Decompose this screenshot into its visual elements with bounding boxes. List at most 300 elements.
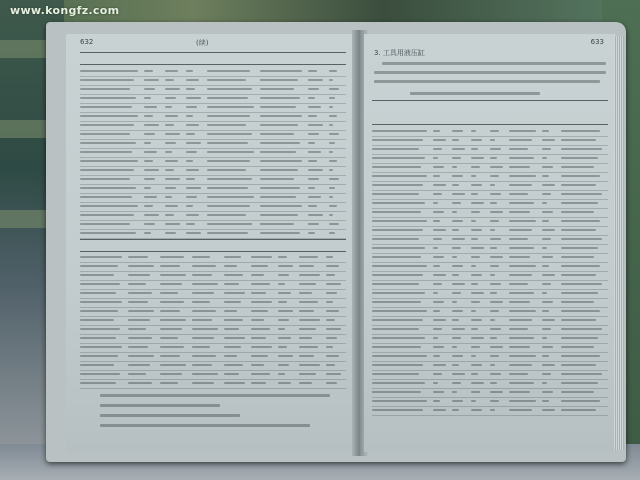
table-row-rule xyxy=(372,388,608,389)
table-cell-text xyxy=(160,328,182,330)
table-cell-text xyxy=(433,337,438,339)
table-cell-text xyxy=(80,337,116,339)
table-cell-text xyxy=(192,283,218,285)
table-cell-text xyxy=(372,346,421,348)
table-cell-text xyxy=(80,373,120,375)
table-cell-text xyxy=(542,301,553,303)
table-row-rule xyxy=(372,145,608,146)
table-cell-text xyxy=(471,274,482,276)
table-cell-text xyxy=(372,373,419,375)
table-cell-text xyxy=(509,202,534,204)
table-cell-text xyxy=(80,88,130,90)
table-row-rule xyxy=(372,271,608,272)
table-cell-text xyxy=(452,283,465,285)
table-cell-text xyxy=(186,205,193,207)
table-cell-text xyxy=(433,409,446,411)
table-cell-text xyxy=(186,196,197,198)
table-row-rule xyxy=(372,289,608,290)
table-cell-text xyxy=(433,364,446,366)
table-row-rule xyxy=(80,211,346,212)
right-page xyxy=(364,34,616,452)
table-cell-text xyxy=(542,283,551,285)
table-cell-text xyxy=(160,283,182,285)
table-cell-text xyxy=(299,265,314,267)
table-cell-text xyxy=(165,97,176,99)
table-cell-text xyxy=(192,319,212,321)
table-cell-text xyxy=(128,265,154,267)
table-cell-text xyxy=(561,301,594,303)
table-cell-text xyxy=(509,400,536,402)
table-cell-text xyxy=(490,373,501,375)
table-cell-text xyxy=(471,337,484,339)
table-cell-text xyxy=(542,130,549,132)
table-cell-text xyxy=(561,328,602,330)
table-cell-text xyxy=(186,88,195,90)
table-cell-text xyxy=(509,373,528,375)
table-cell-text xyxy=(561,409,596,411)
body-text-line xyxy=(374,71,606,74)
table-cell-text xyxy=(329,70,337,72)
table-cell-text xyxy=(542,373,551,375)
table-cell-text xyxy=(542,175,549,177)
table-top-rule xyxy=(372,100,608,101)
table-cell-text xyxy=(186,232,201,234)
table-cell-text xyxy=(224,373,239,375)
table-cell-text xyxy=(207,124,246,126)
table-cell-text xyxy=(561,346,594,348)
table-cell-text xyxy=(128,274,150,276)
table-cell-text xyxy=(471,283,478,285)
table-row-rule xyxy=(80,202,346,203)
table-cell-text xyxy=(490,157,497,159)
table-cell-text xyxy=(144,178,155,180)
table-cell-text xyxy=(278,346,287,348)
table-row-rule xyxy=(372,217,608,218)
table-cell-text xyxy=(542,238,551,240)
table-cell-text xyxy=(452,139,459,141)
table-cell-text xyxy=(490,139,495,141)
table-cell-text xyxy=(433,211,444,213)
table-top-rule xyxy=(80,239,346,240)
table-cell-text xyxy=(299,319,320,321)
open-book xyxy=(46,22,626,462)
table-cell-text xyxy=(260,214,298,216)
table-cell-text xyxy=(490,391,503,393)
table-cell-text xyxy=(128,328,146,330)
table-cell-text xyxy=(207,115,250,117)
table-cell-text xyxy=(207,160,250,162)
table-cell-text xyxy=(452,400,463,402)
table-cell-text xyxy=(80,187,136,189)
table-cell-text xyxy=(471,409,482,411)
table-cell-text xyxy=(471,292,484,294)
table-row-rule xyxy=(80,343,346,344)
table-cell-text xyxy=(471,265,476,267)
table-cell-text xyxy=(186,169,199,171)
table-cell-text xyxy=(186,151,197,153)
table-cell-text xyxy=(80,151,132,153)
table-cell-text xyxy=(207,169,246,171)
table-cell-text xyxy=(144,169,159,171)
table-row-rule xyxy=(80,271,346,272)
table-cell-text xyxy=(80,142,136,144)
table-cell-text xyxy=(326,274,335,276)
table-cell-text xyxy=(326,292,337,294)
table-cell-text xyxy=(308,142,315,144)
left-page-number: 632 xyxy=(80,38,94,46)
table-cell-text xyxy=(452,409,459,411)
table-row-rule xyxy=(80,121,346,122)
table-cell-text xyxy=(509,229,532,231)
table-cell-text xyxy=(372,265,427,267)
table-row-rule xyxy=(80,388,346,389)
table-cell-text xyxy=(186,79,199,81)
table-cell-text xyxy=(452,319,459,321)
table-cell-text xyxy=(433,247,438,249)
table-cell-text xyxy=(165,70,178,72)
table-row-rule xyxy=(372,370,608,371)
table-cell-text xyxy=(433,328,442,330)
table-cell-text xyxy=(372,193,419,195)
table-cell-text xyxy=(471,139,482,141)
table-cell-text xyxy=(260,178,294,180)
table-cell-text xyxy=(561,238,602,240)
table-cell-text xyxy=(326,337,337,339)
table-cell-text xyxy=(372,184,423,186)
table-cell-text xyxy=(329,223,339,225)
table-row-rule xyxy=(372,316,608,317)
table-cell-text xyxy=(308,79,323,81)
table-cell-text xyxy=(80,160,138,162)
table-cell-text xyxy=(509,310,536,312)
table-cell-text xyxy=(326,346,333,348)
table-cell-text xyxy=(278,364,289,366)
table-cell-text xyxy=(372,139,423,141)
table-cell-text xyxy=(299,355,314,357)
table-cell-text xyxy=(329,196,333,198)
table-cell-text xyxy=(308,97,315,99)
table-cell-text xyxy=(260,223,294,225)
table-header-rule xyxy=(80,64,346,65)
table-cell-text xyxy=(509,175,536,177)
table-cell-text xyxy=(509,148,528,150)
table-cell-text xyxy=(251,364,264,366)
table-cell-text xyxy=(490,166,503,168)
table-cell-text xyxy=(260,169,298,171)
table-cell-text xyxy=(144,232,151,234)
table-cell-text xyxy=(452,364,459,366)
table-cell-text xyxy=(372,328,419,330)
table-cell-text xyxy=(224,355,237,357)
table-cell-text xyxy=(372,355,427,357)
table-cell-text xyxy=(542,274,555,276)
table-cell-text xyxy=(433,238,442,240)
table-cell-text xyxy=(490,409,495,411)
table-cell-text xyxy=(471,148,478,150)
table-cell-text xyxy=(372,247,425,249)
table-cell-text xyxy=(452,337,461,339)
table-cell-text xyxy=(165,151,172,153)
table-cell-text xyxy=(490,229,495,231)
table-cell-text xyxy=(542,157,547,159)
table-cell-text xyxy=(471,382,484,384)
table-row-rule xyxy=(80,76,346,77)
table-cell-text xyxy=(326,328,341,330)
table-cell-text xyxy=(207,79,246,81)
table-cell-text xyxy=(144,88,155,90)
table-cell-text xyxy=(128,283,146,285)
table-cell-text xyxy=(433,175,440,177)
left-page xyxy=(66,34,358,452)
table-cell-text xyxy=(452,328,465,330)
table-cell-text xyxy=(542,310,549,312)
table-cell-text xyxy=(509,355,536,357)
table-cell-text xyxy=(542,382,547,384)
table-cell-text xyxy=(433,265,440,267)
table-cell-text xyxy=(192,292,214,294)
table-cell-text xyxy=(471,157,484,159)
table-cell-text xyxy=(326,364,335,366)
table-cell-text xyxy=(251,292,266,294)
table-cell-text xyxy=(509,274,532,276)
table-cell-text xyxy=(433,292,438,294)
table-cell-text xyxy=(329,160,337,162)
table-cell-text xyxy=(372,310,427,312)
table-cell-text xyxy=(144,160,153,162)
table-cell-text xyxy=(372,220,427,222)
table-cell-text xyxy=(192,337,214,339)
table-cell-text xyxy=(471,373,478,375)
table-cell-text xyxy=(128,382,152,384)
table-cell-text xyxy=(326,373,341,375)
table-cell-text xyxy=(490,130,499,132)
table-cell-text xyxy=(144,115,153,117)
table-cell-text xyxy=(165,88,180,90)
table-cell-text xyxy=(329,214,333,216)
table-cell-text xyxy=(192,301,210,303)
table-cell-text xyxy=(561,337,598,339)
table-cell-text xyxy=(509,292,534,294)
table-cell-text xyxy=(144,79,159,81)
footnote-line xyxy=(100,414,240,417)
table-cell-text xyxy=(542,211,553,213)
table-cell-text xyxy=(561,193,602,195)
table-cell-text xyxy=(433,157,438,159)
table-cell-text xyxy=(509,238,528,240)
table-cell-text xyxy=(329,205,337,207)
table-cell-text xyxy=(509,166,530,168)
table-cell-text xyxy=(251,274,264,276)
table-cell-text xyxy=(471,355,476,357)
table-cell-text xyxy=(144,151,157,153)
table-cell-text xyxy=(471,193,478,195)
table-cell-text xyxy=(144,142,151,144)
table-cell-text xyxy=(542,400,549,402)
table-cell-text xyxy=(433,274,446,276)
table-cell-text xyxy=(372,409,423,411)
table-cell-text xyxy=(452,274,459,276)
table-cell-text xyxy=(433,301,444,303)
table-cell-text xyxy=(80,106,132,108)
table-row-rule xyxy=(372,244,608,245)
table-cell-text xyxy=(433,382,438,384)
table-cell-text xyxy=(224,337,245,339)
table-cell-text xyxy=(542,193,551,195)
table-cell-text xyxy=(452,202,461,204)
table-cell-text xyxy=(224,301,241,303)
table-cell-text xyxy=(542,202,547,204)
table-cell-text xyxy=(165,169,174,171)
footnotes xyxy=(100,394,340,434)
watermark: www.kongfz.com xyxy=(10,4,120,17)
table-cell-text xyxy=(160,265,180,267)
table-cell-text xyxy=(329,187,335,189)
table-cell-text xyxy=(308,214,323,216)
table-cell-text xyxy=(490,310,499,312)
table-cell-text xyxy=(561,211,594,213)
table-cell-text xyxy=(433,391,444,393)
table-cell-text xyxy=(128,355,154,357)
table-cell-text xyxy=(80,346,122,348)
table-cell-text xyxy=(207,214,246,216)
table-cell-text xyxy=(251,283,270,285)
table-row-rule xyxy=(80,307,346,308)
table-cell-text xyxy=(260,160,302,162)
table-cell-text xyxy=(471,391,480,393)
table-cell-text xyxy=(308,223,319,225)
table-cell-text xyxy=(165,124,174,126)
table-row-rule xyxy=(372,298,608,299)
table-cell-text xyxy=(251,346,272,348)
table-cell-text xyxy=(329,133,339,135)
table-row-rule xyxy=(80,361,346,362)
table-cell-text xyxy=(326,265,339,267)
table-cell-text xyxy=(509,256,530,258)
table-cell-text xyxy=(278,292,291,294)
table-row-rule xyxy=(372,208,608,209)
table-cell-text xyxy=(471,229,482,231)
table-row-rule xyxy=(80,85,346,86)
table-cell-text xyxy=(509,337,534,339)
table-cell-text xyxy=(433,373,442,375)
table-cell-text xyxy=(452,256,457,258)
table-cell-text xyxy=(165,133,180,135)
table-cell-text xyxy=(207,232,248,234)
table-cell-text xyxy=(251,301,272,303)
table-cell-text xyxy=(561,382,598,384)
table-row-rule xyxy=(372,406,608,407)
table-cell-text xyxy=(509,319,532,321)
table-cell-text xyxy=(509,139,532,141)
table-cell-text xyxy=(433,193,442,195)
table-cell-text xyxy=(372,319,423,321)
table-cell-text xyxy=(192,346,210,348)
table-cell-text xyxy=(509,391,530,393)
table-cell-text xyxy=(165,223,180,225)
table-cell-text xyxy=(561,400,600,402)
table-cell-text xyxy=(224,274,243,276)
table-row-rule xyxy=(372,199,608,200)
table-cell-text xyxy=(299,328,316,330)
table-cell-text xyxy=(542,229,555,231)
table-cell-text xyxy=(207,187,248,189)
table-cell-text xyxy=(278,256,287,258)
table-cell-text xyxy=(207,178,252,180)
table-cell-text xyxy=(160,373,182,375)
table-cell-text xyxy=(260,79,298,81)
table-cell-text xyxy=(144,196,157,198)
table-cell-text xyxy=(433,283,442,285)
table-cell-text xyxy=(452,229,459,231)
table-cell-text xyxy=(128,319,150,321)
table-row-rule xyxy=(80,370,346,371)
table-cell-text xyxy=(471,310,476,312)
table-cell-text xyxy=(260,124,298,126)
table-row-rule xyxy=(372,280,608,281)
table-cell-text xyxy=(433,355,440,357)
table-cell-text xyxy=(490,274,495,276)
table-cell-text xyxy=(471,166,480,168)
table-cell-text xyxy=(326,382,337,384)
table-cell-text xyxy=(192,256,210,258)
table-cell-text xyxy=(490,238,501,240)
table-cell-text xyxy=(433,139,446,141)
table-cell-text xyxy=(207,133,252,135)
table-cell-text xyxy=(278,328,285,330)
table-cell-text xyxy=(278,265,293,267)
table-cell-text xyxy=(186,133,195,135)
table-cell-text xyxy=(278,274,289,276)
table-cell-text xyxy=(80,283,120,285)
table-cell-text xyxy=(561,202,598,204)
table-cell-text xyxy=(192,310,216,312)
table-row-rule xyxy=(80,175,346,176)
table-cell-text xyxy=(160,382,178,384)
table-cell-text xyxy=(186,142,201,144)
table-cell-text xyxy=(165,106,172,108)
table-cell-text xyxy=(80,256,122,258)
table-cell-text xyxy=(490,364,495,366)
table-cell-text xyxy=(128,292,152,294)
table-cell-text xyxy=(224,256,241,258)
table-row-rule xyxy=(372,307,608,308)
table-cell-text xyxy=(144,223,155,225)
table-cell-text xyxy=(260,97,300,99)
table-row-rule xyxy=(372,397,608,398)
table-cell-text xyxy=(251,319,264,321)
table-cell-text xyxy=(490,346,503,348)
table-row-rule xyxy=(80,280,346,281)
table-cell-text xyxy=(433,184,446,186)
table-cell-text xyxy=(542,265,549,267)
table-cell-text xyxy=(329,232,335,234)
table-cell-text xyxy=(80,196,132,198)
table-row-rule xyxy=(80,103,346,104)
table-cell-text xyxy=(326,283,341,285)
table-cell-text xyxy=(433,310,440,312)
table-cell-text xyxy=(490,247,497,249)
table-cell-text xyxy=(561,220,600,222)
table-cell-text xyxy=(128,310,154,312)
table-cell-text xyxy=(260,232,300,234)
table-cell-text xyxy=(144,106,157,108)
table-cell-text xyxy=(561,148,602,150)
table-cell-text xyxy=(186,70,193,72)
table-cell-text xyxy=(561,391,594,393)
table-row-rule xyxy=(372,343,608,344)
table-cell-text xyxy=(490,337,497,339)
table-cell-text xyxy=(490,175,499,177)
